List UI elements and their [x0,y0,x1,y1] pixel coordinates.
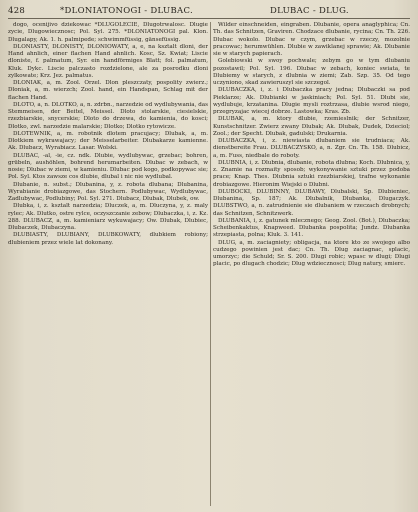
entry-paragraph: Wilder einschneiden, eingraben. Dlubanie, opera anaglyphica; Cn. Th. das Schnitzen, Graviren. Chodzace dlubanie, rycina; Cn. Th. 226. Dlubac wokolo. Dlubac w czym, grzebac w rzeczy, mozolnie pracowac; herumwühlen. Dlubie w zawiklanej sprawie; Ak. Dlubanie sie w starych papierach. [213,22,410,57]
right-running-head: DLUBAC - DLUG. [270,6,349,16]
entry-paragraph: DLUBACZKA, i, z. niewiasta dlubaniem sie trudniaca; Ak. dienstbereite Frau. DLUBACZYSKO, a, n. Zgr. Cn. Th. 158. Dlubicz, a, m. Fuss, niedbale do roboty. [213,138,410,159]
entry-paragraph: Golebiowski w swoy pochwale; zebym go w tym dlubaniu pozostawil; Pol. Syl. 196. Dlubac w zebach, koniec swiata, te Dlubiemy w starych, z dlubnia w ziemi; Zab. Szp. 35. Od tego uczyniono, skad zawieruszyl sie szczegol. [213,58,410,86]
entry-paragraph: dogo, ocenijivo dziekowac *DLUGOLECIE, Dlugotrwalosc. Dlugie zycie, Dlugowiecznosc; Pol. Syl. 275. *DLONIATONOGI pal. Klon. Dlugalapy, Ak. 1. h. palmipede; schwimmfüssig, gänsefüssig. [8,22,208,43]
entry-paragraph: DLONIASTY, DLONISTY, DLONIOWATY, a, e, na ksztalt dloni, der Hand ahnlich, einer flachen Hand ahnlich. Kosc, Sz. Kwiat; Liscie dloniste, f. palmatum, Syr. ein handförmiges Blatt; fol. palmatum, Kluk. Dykc. Liscie palczasto rozdzielone, ale za posrodku dloni zylkowate; Krz. Jez. palmatus. [8,43,208,79]
entry-paragraph: DLONIAK, a, m. Zool. Orzel. Dlon pleszczaty, pospolity zwierz.; Dloniak, a, m. wierzch; Zool. hand, ein Handspan, Schlag mit der flachen Hand. [8,80,208,101]
entry-paragraph: DLUBAK, a, m. ktory dlubie, rzemieslnik; der Schnitzer, Kunstschnitzer. Zwierz zwany Dlubak; Ak. Dlubak, Dudek, Dzieciol; Zool.; der Specht. Dlubak, gadulski; Drukarnia. [213,116,410,137]
entry-paragraph: DLUBAC, -al, -ie, cz. ndk. Dlubie, wydlubywac, grzebac; bohren, grübeln, aushöhlen, bohrend herumarbeiten. Dlubac w zebach, w nosie; Dlubac w ziemi, w kamieniu. Dlubac pod kogo, podkopywac sie; Pol. Syl. Ktos zawsze cos dlubie, dlubal i nic nie wydlubal. [8,152,208,181]
entry-paragraph: DLUBOCKI, DLUBINNY, DLUBAWY, Dlubalski, Sp. Dlubieniec, Dlubanina, Sp. 187; Ak. Dlubalnik, Dlubanka, Dlugaczyk. DLUBSTWO, a, n. zatrudnienie sie dlubaniem w rzeczach drobnych; das Schnitzen, Schnitzwerk. [213,188,410,217]
column-divider [210,22,211,506]
left-running-head: *DLONIATONOGI - DLUBAC. [60,6,193,16]
right-column [213,22,410,508]
page-number: 428 [8,6,26,16]
entry-paragraph: DLUBANIA, i, z. gatunek mlecznego; Geog. Zool. (Bot.), Dlubaczka; Scheibenkaktus, Knapweed. Dlubanka pospolita; Jundz. Dlubanka strzepiasta, polna; Kluk. 3. 141. [213,217,410,239]
entry-paragraph: Dlubanie, n. subst.; Dlubanina, y, z. robota dlubana; Dlubanina, Wyrabianie drobiazgowe, das Stochern. Podlubywac, Wydlubywac, Zadlubywac, Podlubiny; Pol. Syl. 271. Dlubacz, Dlubak, Dlubek, ow. [8,181,208,202]
entry-paragraph: DLUBIASTY, DLUBIANY, DLUBKOWATY, dlubkiem robiony; dlubieniem przez wiele lat dokonany. [8,232,208,246]
entry-paragraph: DLUG, a, m. zaciagniety; obligacja, na ktore kto ze swojego albo cudzego powinien jest dac; Cn. Th. Dlug zaciagnac, splacic, umorzyc; die Schuld; Sr. S. 200. Dlugi robic; wpasc w dlugi; Dlugi placic, po dlugach chodzic; Dlug wdziecznosci; Dlug natury, smierc. [213,239,410,268]
entry-paragraph: DLUBACZKA, i, z. i Dlubaczka pracy jedna; Dlubaczki sa pod Pieklarze; Ak. Dlubianki w jaskiniach; Pol. Syl. 51. Dlubi sie, wydlubuje, krzatanina. Dlugie mysli roztrzasa, dlubie wsrod niego, przegryzajac wiecej dobrze. Lastowka; Kras. Zb. [213,87,410,115]
header-rule [8,18,410,19]
entry-paragraph: DLOTEWNIK, a, m. robotnik dlotem pracujacy; Dlubak, a, m. Dlotkiem wykrawajacy; der Meisselarbeiter. Dlubakarze kamienne. Ak. Dlubacz, Wyrabiacz. Lasar. Wolski. [8,130,208,152]
entry-paragraph: DLUBNIA, i, z. Dlubnia, dlubanie, robota dlubna; Koch. Dlubnica, y, z. Znamie na rozmaity sposob; wykonywanie sztuki przez podoba prace; Knap. Thes. Dlubnia sztuki rzezbiarskiej, trafne wykonanie drobiazgowe. Hieronim Wiejski o Dlubni. [213,159,410,188]
entry-paragraph: DLOTO, a, n. DLOTKO, a, n. zdrbn., narzedzie od wydlubywania, das Stemmeisen, der Beitel, Meissel. Dloto stolarskie, ciesielskie, rzezbiarskie, snycerskie; Dloto do drzewa, do kamienia, do kosci; Dlotko, zwl. narzedzie malarskie; Dlotko; Dlotko rytowicze. [8,101,208,130]
entry-paragraph: Dlubka, i, z. ksztalt narzedzia; Dluczek, a, m. Dluczyna, y, z. maly rylec; Ak. Dlutko, ostre rylce, oczyszczanie zebow; Dlubaczka, i, z. Kz. 288. DLUBACZ, a, m. kamieniarz wykuwajacy; Ow. Dlubak, Dlubiec, Dlubaczek, Dlubaczyna. [8,203,208,231]
left-column [8,22,208,508]
